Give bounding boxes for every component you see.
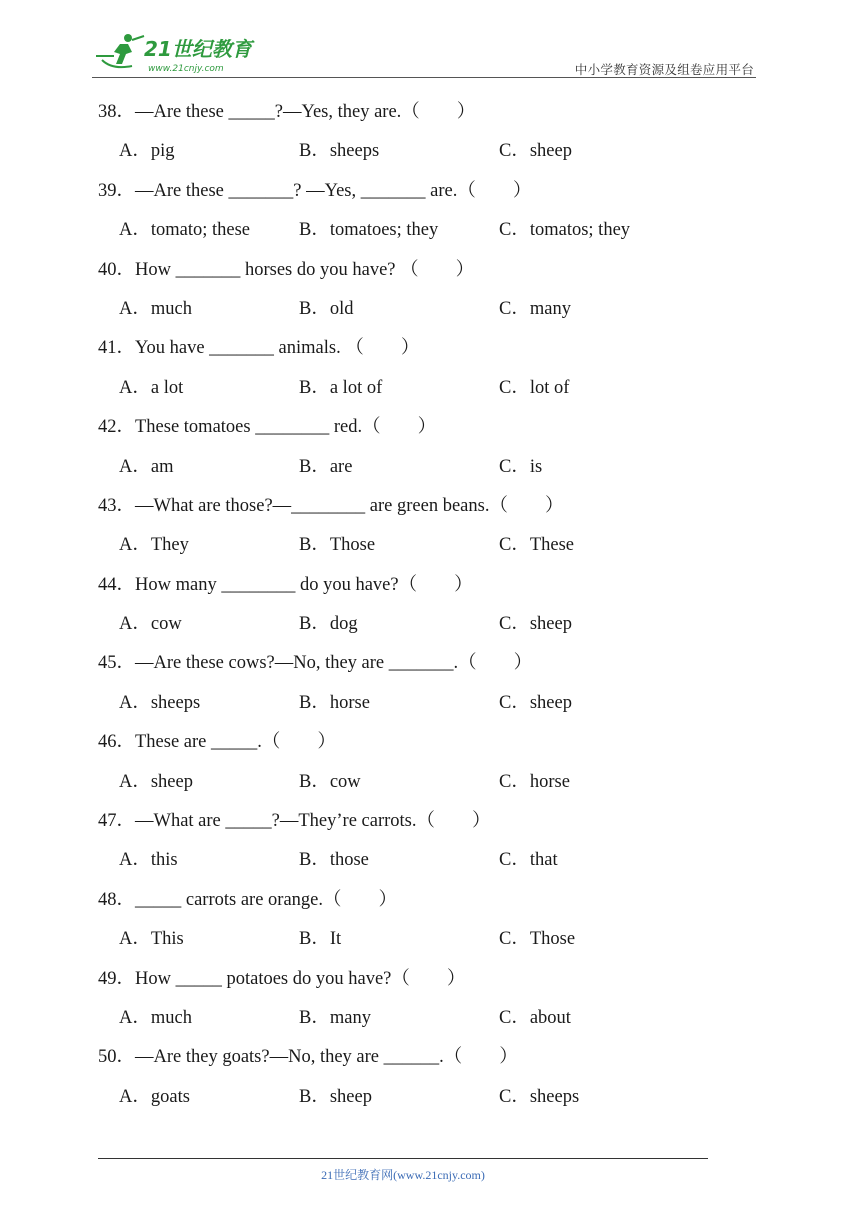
option-b: B．It — [299, 929, 342, 950]
option-c: C．is — [499, 456, 543, 477]
option-b: B．Those — [299, 535, 376, 556]
question-49: 49．How _____ potatoes do you have?（ ） — [98, 968, 466, 989]
option-a: A．this — [119, 850, 178, 871]
option-c: C．many — [499, 298, 571, 319]
question-40: 40．How _______ horses do you have? （ ） — [98, 259, 475, 280]
option-b: B．many — [299, 1007, 371, 1028]
option-a: A．much — [119, 298, 192, 319]
footer-divider — [98, 1158, 708, 1159]
options-45 — [98, 688, 778, 727]
option-b: B．old — [299, 298, 354, 319]
option-b: B．a lot of — [299, 377, 383, 398]
option-c: C．Those — [499, 929, 576, 950]
option-a: A．sheeps — [119, 692, 201, 713]
option-a: A．a lot — [119, 377, 184, 398]
option-b: B．cow — [299, 771, 361, 792]
svg-text:www.21cnjy.com: www.21cnjy.com — [148, 64, 224, 74]
option-a: A．cow — [119, 614, 182, 635]
option-a: A．sheep — [119, 771, 193, 792]
options-50 — [98, 1082, 778, 1121]
option-c: C．horse — [499, 771, 570, 792]
option-a: A．They — [119, 535, 189, 556]
option-a: A．am — [119, 456, 174, 477]
question-48: 48．_____ carrots are orange.（ ） — [98, 889, 397, 910]
runner-icon — [96, 34, 144, 67]
options-47 — [98, 845, 778, 884]
option-b: B．tomatoes; they — [299, 220, 439, 241]
question-50: 50．—Are they goats?—No, they are ______.（ ） — [98, 1047, 518, 1068]
option-b: B．those — [299, 850, 369, 871]
options-43 — [98, 530, 778, 569]
option-c: C．lot of — [499, 377, 570, 398]
page-footer — [0, 1166, 860, 1183]
page-header — [92, 30, 756, 78]
question-45: 45．—Are these cows?—No, they are _______.（ ） — [98, 653, 533, 674]
option-b: B．sheeps — [299, 141, 380, 162]
question-42: 42．These tomatoes ________ red.（ ） — [98, 417, 437, 438]
option-a: A．pig — [119, 141, 175, 162]
question-44: 44．How many ________ do you have?（ ） — [98, 574, 473, 595]
option-c: C．These — [499, 535, 575, 556]
option-b: B．dog — [299, 614, 358, 635]
options-38 — [98, 136, 778, 175]
header-divider — [92, 77, 756, 78]
option-c: C．that — [499, 850, 558, 871]
question-38: 38．—Are these _____?—Yes, they are.（ ） — [98, 102, 476, 122]
question-39: 39．—Are these _______? —Yes, _______ are.（ ） — [98, 180, 532, 201]
footer-link[interactable]: 21世纪教育网(www.21cnjy.com) — [321, 1168, 485, 1182]
option-a: A．This — [119, 929, 184, 950]
option-c: C．sheep — [499, 141, 572, 162]
option-b: B．are — [299, 456, 353, 477]
option-a: A．much — [119, 1007, 192, 1028]
question-43: 43．—What are those?—________ are green beans.（ ） — [98, 495, 564, 516]
question-46: 46．These are _____.（ ） — [98, 732, 336, 753]
options-48 — [98, 924, 778, 963]
options-42 — [98, 452, 778, 491]
options-46 — [98, 767, 778, 806]
option-b: B．sheep — [299, 1086, 372, 1107]
question-41: 41．You have _______ animals. （ ） — [98, 338, 420, 359]
question-list — [98, 97, 778, 1121]
options-41 — [98, 373, 778, 412]
site-logo — [92, 30, 262, 76]
option-c: C．sheep — [499, 614, 572, 635]
svg-text:21世纪教育: 21世纪教育 — [144, 37, 252, 61]
options-44 — [98, 609, 778, 648]
option-c: C．about — [499, 1007, 571, 1028]
option-c: C．sheeps — [499, 1086, 580, 1107]
options-40 — [98, 294, 778, 333]
options-39 — [98, 215, 778, 254]
option-a: A．goats — [119, 1086, 190, 1107]
option-c: C．tomatos; they — [499, 220, 631, 241]
platform-title: 中小学教育资源及组卷应用平台 — [574, 62, 754, 77]
option-b: B．horse — [299, 692, 370, 713]
options-49 — [98, 1003, 778, 1042]
option-a: A．tomato; these — [119, 220, 251, 241]
option-c: C．sheep — [499, 692, 572, 713]
question-47: 47．—What are _____?—They’re carrots.（ ） — [98, 811, 491, 832]
